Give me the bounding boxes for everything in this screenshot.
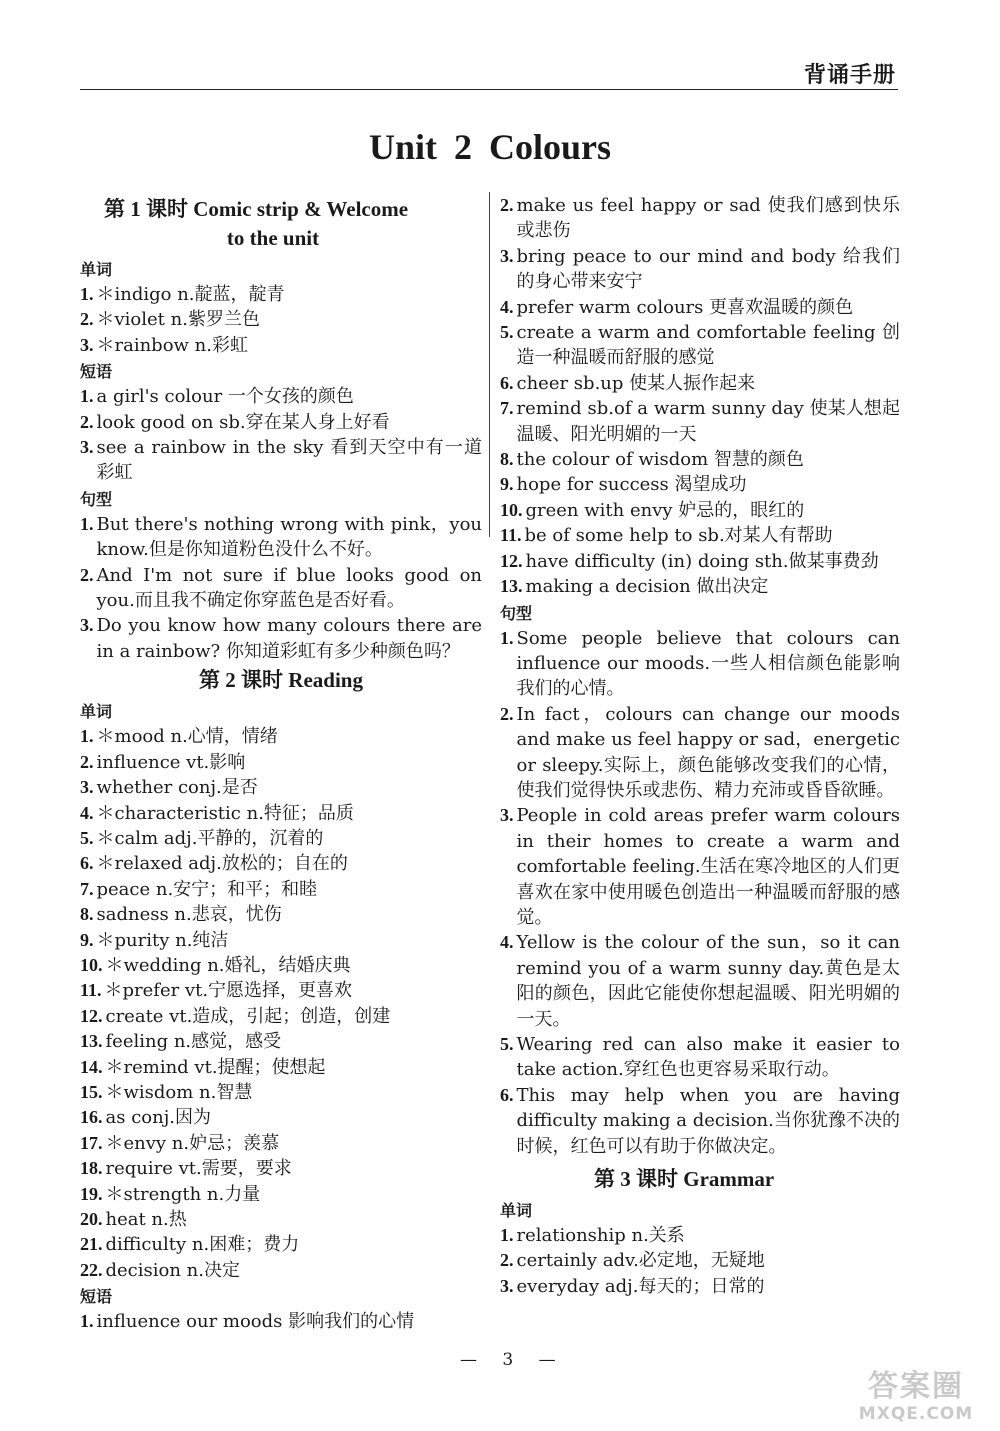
item-text: hope for success 渴望成功 bbox=[516, 474, 747, 496]
list-item bbox=[500, 1274, 900, 1299]
item-number: 21. bbox=[80, 1234, 103, 1255]
item-number: 2. bbox=[500, 1250, 514, 1271]
item-number: 1. bbox=[80, 386, 94, 407]
item-number: 12. bbox=[500, 550, 523, 571]
list-item bbox=[500, 930, 900, 1032]
list-item bbox=[80, 750, 482, 775]
item-text: remind sb.of a warm sunny day 使某人想起温暖、阳光明媚的一天 bbox=[516, 398, 900, 445]
item-text: ＊envy n.妒忌；羡慕 bbox=[105, 1132, 280, 1154]
item-number: 3. bbox=[80, 334, 94, 355]
list-item bbox=[500, 549, 900, 574]
list-item bbox=[500, 396, 900, 447]
item-number: 1. bbox=[500, 1225, 514, 1246]
list-item bbox=[80, 1004, 482, 1029]
item-text: Do you know how many colours there are in a rainbow? 你知道彩虹有多少种颜色吗？ bbox=[96, 615, 482, 662]
item-number: 20. bbox=[80, 1209, 103, 1229]
list-item bbox=[500, 498, 900, 523]
item-number: 13. bbox=[80, 1031, 103, 1052]
list-item bbox=[80, 801, 482, 826]
item-text: In fact，colours can change our moods and make us feel happy or sad，energetic or sleepy.实际上，颜色能够改变我们的心情，使我们觉得快乐或悲伤、精力充沛或昏昏欲睡。 bbox=[516, 703, 900, 801]
list-item bbox=[80, 1207, 482, 1232]
item-text: ＊purity n.纯洁 bbox=[96, 929, 229, 951]
lesson1-title-line1: 第 1 课时 Comic strip & Welcome bbox=[104, 197, 409, 221]
item-number: 10. bbox=[80, 954, 103, 975]
item-number: 14. bbox=[80, 1056, 103, 1077]
list-item bbox=[80, 333, 482, 358]
list-item bbox=[80, 978, 482, 1003]
list-item bbox=[80, 724, 482, 749]
item-number: 5. bbox=[80, 827, 94, 848]
item-text: difficulty n.困难；费力 bbox=[105, 1234, 300, 1256]
list-item bbox=[500, 702, 900, 804]
item-number: 13. bbox=[500, 576, 523, 597]
item-text: heat n.热 bbox=[105, 1209, 187, 1230]
item-number: 3. bbox=[80, 615, 94, 636]
item-text: ＊mood n.心情，情绪 bbox=[96, 726, 278, 748]
item-text: ＊strength n.力量 bbox=[105, 1183, 261, 1205]
item-text: ＊violet n.紫罗兰色 bbox=[96, 309, 260, 331]
watermark-url: MXQE.COM bbox=[858, 1404, 974, 1424]
lesson2-words-heading: 单词 bbox=[80, 702, 113, 722]
list-item bbox=[500, 371, 900, 396]
header-rule bbox=[80, 89, 898, 90]
lesson1-sentences-heading: 句型 bbox=[80, 489, 113, 509]
item-text: influence our moods 影响我们的心情 bbox=[96, 1311, 415, 1333]
item-text: peace n.安宁；和平；和睦 bbox=[96, 878, 318, 900]
list-item bbox=[80, 775, 482, 800]
list-item bbox=[80, 902, 482, 927]
list-item bbox=[80, 1080, 482, 1105]
list-item bbox=[80, 1131, 482, 1156]
handbook-title: 背诵手册 bbox=[803, 63, 896, 88]
item-text: the colour of wisdom 智慧的颜色 bbox=[516, 449, 804, 471]
item-number: 3. bbox=[500, 805, 514, 826]
item-number: 2. bbox=[80, 309, 94, 330]
item-text: ＊relaxed adj.放松的；自在的 bbox=[96, 853, 348, 875]
item-text: see a rainbow in the sky 看到天空中有一道彩虹 bbox=[96, 437, 482, 484]
list-item bbox=[500, 295, 900, 320]
item-number: 11. bbox=[500, 525, 522, 546]
item-number: 10. bbox=[500, 499, 523, 520]
lesson2-sentences-heading: 句型 bbox=[500, 603, 533, 623]
list-item bbox=[80, 826, 482, 851]
lesson1-title bbox=[80, 195, 482, 253]
item-number: 12. bbox=[80, 1005, 103, 1026]
list-item bbox=[80, 1182, 482, 1207]
item-number: 3. bbox=[500, 245, 514, 266]
list-item bbox=[80, 1309, 482, 1334]
item-text: create a warm and comfortable feeling 创造一种温暖而舒服的感觉 bbox=[516, 322, 900, 369]
list-item bbox=[80, 1156, 482, 1181]
item-text: be of some help to sb.对某人有帮助 bbox=[524, 525, 833, 547]
item-number: 11. bbox=[80, 980, 102, 1001]
item-number: 15. bbox=[80, 1081, 103, 1102]
item-text: look good on sb.穿在某人身上好看 bbox=[96, 411, 390, 433]
item-number: 1. bbox=[80, 513, 94, 534]
item-number: 7. bbox=[500, 398, 514, 419]
item-text: ＊wedding n.婚礼，结婚庆典 bbox=[105, 954, 351, 976]
list-item bbox=[500, 193, 900, 244]
lesson3-title: 第 3 课时 Grammar bbox=[594, 1167, 775, 1192]
item-number: 2. bbox=[500, 703, 514, 724]
item-text: ＊indigo n.靛蓝，靛青 bbox=[96, 284, 285, 305]
item-text: But there's nothing wrong with pink，you know.但是你知道粉色没什么不好。 bbox=[96, 513, 482, 561]
item-text: require vt.需要，要求 bbox=[105, 1158, 292, 1180]
watermark-text: 答案圈 bbox=[868, 1369, 964, 1404]
list-item bbox=[80, 928, 482, 953]
item-number: 5. bbox=[500, 322, 514, 343]
item-number: 3. bbox=[500, 1275, 514, 1296]
item-text: certainly adv.必定地，无疑地 bbox=[516, 1250, 765, 1272]
list-item bbox=[80, 435, 482, 486]
list-item bbox=[80, 1055, 482, 1080]
lesson2-phrases-heading: 短语 bbox=[80, 1287, 113, 1307]
item-number: 17. bbox=[80, 1132, 103, 1153]
item-number: 4. bbox=[80, 802, 94, 823]
item-text: making a decision 做出决定 bbox=[525, 576, 769, 598]
item-number: 1. bbox=[500, 627, 514, 648]
item-text: Wearing red can also make it easier to take action.穿红色也更容易采取行动。 bbox=[516, 1034, 900, 1081]
list-item bbox=[500, 472, 900, 497]
item-number: 18. bbox=[80, 1158, 103, 1179]
list-item bbox=[500, 1248, 900, 1273]
item-text: a girl's colour 一个女孩的颜色 bbox=[96, 386, 354, 408]
list-item bbox=[500, 626, 900, 702]
item-number: 6. bbox=[500, 1084, 514, 1105]
lesson3-words-heading: 单词 bbox=[500, 1201, 533, 1221]
list-item bbox=[500, 447, 900, 472]
item-number: 1. bbox=[80, 284, 94, 304]
item-text: ＊characteristic n.特征；品质 bbox=[96, 802, 354, 824]
lesson1-words-heading: 单词 bbox=[80, 260, 113, 279]
list-item bbox=[500, 523, 900, 548]
item-number: 22. bbox=[80, 1259, 103, 1280]
item-number: 8. bbox=[500, 449, 514, 470]
item-number: 6. bbox=[80, 853, 94, 874]
item-text: People in cold areas prefer warm colours in their homes to create a warm and comfortable feeling.生活在寒冷地区的人们更喜欢在家中使用暖色创造出一种温暖而舒服的感觉。 bbox=[516, 805, 900, 928]
list-item bbox=[80, 512, 482, 563]
list-item bbox=[80, 563, 482, 614]
list-item bbox=[80, 851, 482, 876]
item-text: green with envy 妒忌的，眼红的 bbox=[525, 499, 805, 521]
unit-title: Unit 2 Colours bbox=[368, 127, 612, 167]
list-item bbox=[500, 320, 900, 371]
item-text: cheer sb.up 使某人振作起来 bbox=[516, 372, 756, 394]
list-item bbox=[500, 574, 900, 599]
item-text: This may help when you are having difficulty making a decision.当你犹豫不决的时候，红色可以有助于你做决定。 bbox=[516, 1084, 900, 1157]
item-number: 19. bbox=[80, 1183, 103, 1204]
item-text: bring peace to our mind and body 给我们的身心带来安宁 bbox=[516, 245, 900, 293]
list-item bbox=[80, 877, 482, 902]
item-number: 7. bbox=[80, 878, 94, 899]
list-item bbox=[80, 1029, 482, 1054]
item-text: feeling n.感觉，感受 bbox=[105, 1031, 282, 1053]
list-item bbox=[500, 803, 900, 930]
item-text: And I'm not sure if blue looks good on you.而且我不确定你穿蓝色是否好看。 bbox=[96, 564, 482, 612]
list-item bbox=[80, 1105, 482, 1130]
list-item bbox=[500, 1032, 900, 1083]
list-item bbox=[80, 1258, 482, 1283]
list-item bbox=[80, 307, 482, 332]
list-item bbox=[80, 384, 482, 409]
item-number: 2. bbox=[500, 195, 514, 215]
item-number: 1. bbox=[80, 726, 94, 747]
item-number: 5. bbox=[500, 1034, 514, 1054]
item-text: create vt.造成，引起；创造，创建 bbox=[105, 1005, 391, 1027]
item-text: decision n.决定 bbox=[105, 1259, 240, 1281]
item-text: ＊rainbow n.彩虹 bbox=[96, 334, 248, 356]
item-number: 4. bbox=[500, 932, 514, 953]
list-item bbox=[80, 282, 482, 307]
item-text: Yellow is the colour of the sun，so it can remind you of a warm sunny day.黄色是太阳的颜色，因此它能使你想起温暖、阳光明媚的一天。 bbox=[516, 932, 900, 1030]
watermark bbox=[842, 1370, 990, 1426]
item-text: sadness n.悲哀，忧伤 bbox=[96, 904, 282, 926]
item-number: 16. bbox=[80, 1107, 103, 1128]
list-item bbox=[80, 410, 482, 435]
item-number: 6. bbox=[500, 372, 514, 393]
item-text: relationship n.关系 bbox=[516, 1225, 685, 1247]
right-column bbox=[500, 193, 900, 1299]
item-text: have difficulty (in) doing sth.做某事费劲 bbox=[525, 550, 879, 572]
item-text: ＊prefer vt.宁愿选择，更喜欢 bbox=[104, 980, 353, 1002]
item-text: everyday adj.每天的；日常的 bbox=[516, 1275, 765, 1297]
list-item bbox=[500, 1223, 900, 1248]
list-item bbox=[500, 244, 900, 295]
lesson1-title-line2: to the unit bbox=[226, 226, 320, 250]
item-text: ＊calm adj.平静的，沉着的 bbox=[96, 827, 324, 849]
item-number: 2. bbox=[80, 751, 94, 772]
list-item bbox=[80, 953, 482, 978]
item-text: Some people believe that colours can influence our moods.一些人相信颜色能影响我们的心情。 bbox=[516, 627, 900, 700]
item-number: 4. bbox=[500, 296, 514, 317]
column-divider bbox=[489, 192, 490, 537]
left-column bbox=[80, 193, 482, 1335]
item-text: influence vt.影响 bbox=[96, 751, 246, 773]
item-number: 9. bbox=[80, 929, 94, 950]
item-text: ＊remind vt.提醒；使想起 bbox=[105, 1056, 326, 1078]
item-text: whether conj.是否 bbox=[96, 777, 258, 799]
item-number: 3. bbox=[80, 437, 94, 458]
lesson2-title: 第 2 课时 Reading bbox=[199, 668, 363, 693]
list-item bbox=[500, 1083, 900, 1159]
list-item bbox=[80, 613, 482, 664]
item-number: 1. bbox=[80, 1311, 94, 1332]
item-number: 8. bbox=[80, 904, 94, 925]
lesson1-phrases-heading: 短语 bbox=[80, 362, 113, 382]
item-text: prefer warm colours 更喜欢温暖的颜色 bbox=[516, 296, 854, 318]
item-number: 2. bbox=[80, 411, 94, 432]
item-number: 9. bbox=[500, 474, 514, 495]
item-number: 3. bbox=[80, 777, 94, 798]
item-text: as conj.因为 bbox=[105, 1107, 212, 1129]
item-number: 2. bbox=[80, 564, 94, 585]
item-text: ＊wisdom n.智慧 bbox=[105, 1081, 253, 1103]
page-number: — 3 — bbox=[460, 1350, 566, 1370]
list-item bbox=[80, 1232, 482, 1257]
item-text: make us feel happy or sad 使我们感到快乐或悲伤 bbox=[516, 195, 900, 242]
